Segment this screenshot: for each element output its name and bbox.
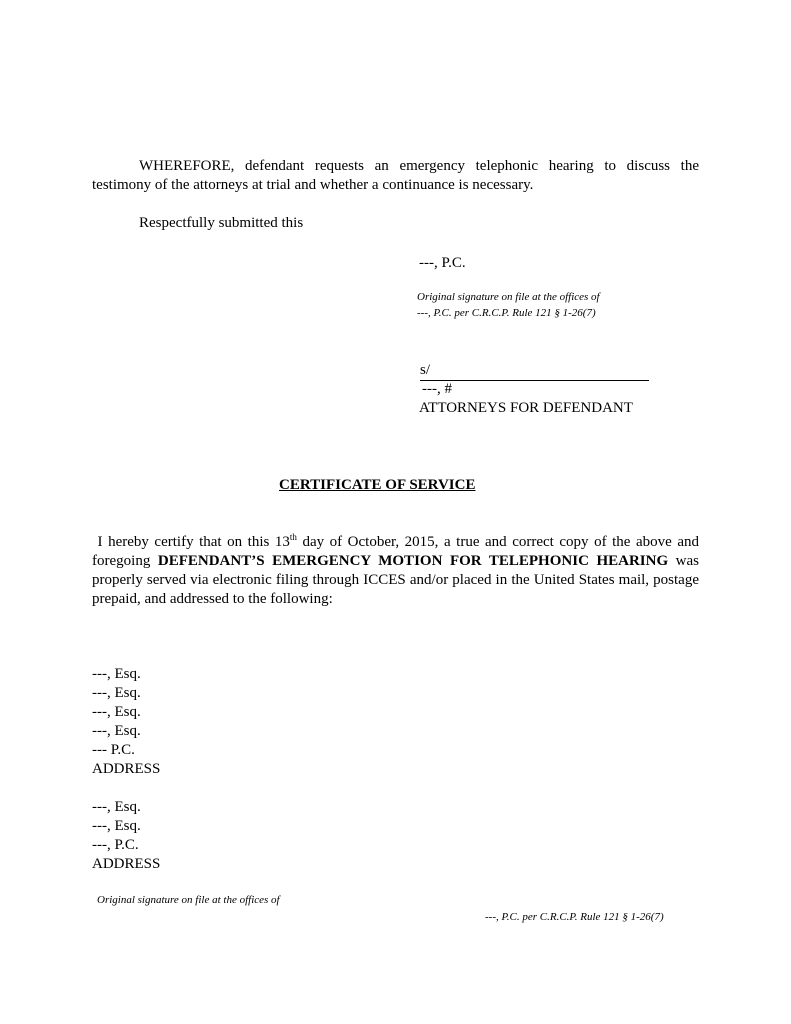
signature-line: [420, 361, 649, 381]
ordinal-suffix: th: [289, 532, 297, 542]
firm-name: ---, P.C.: [419, 255, 466, 271]
wherefore-paragraph: WHEREFORE, defendant requests an emergency telephonic hearing to discuss the testimony of the attorneys at trial and whether a continuance is necessary.: [92, 158, 699, 193]
certificate-text-3: was properly served via electronic filing through ICCES and/or placed in the United States mail, postage prepaid, and addressed to the following:: [92, 553, 699, 607]
recipient: --- P.C.: [92, 742, 135, 758]
certificate-text-1: I hereby certify that on this 13: [97, 534, 290, 550]
signature-note-line1: Original signature on file at the offices of: [417, 291, 600, 303]
recipient: ---, Esq.: [92, 818, 141, 834]
attorneys-for-defendant: ATTORNEYS FOR DEFENDANT: [419, 400, 633, 416]
recipient: ---, Esq.: [92, 723, 141, 739]
signature-note-line2: ---, P.C. per C.R.C.P. Rule 121 § 1-26(7): [417, 307, 596, 319]
recipients-group-1: [92, 665, 160, 779]
certificate-text-2: day of October, 2015, a true and correct copy of the above and foregoing: [92, 534, 699, 569]
attorney-number: ---, #: [422, 381, 452, 397]
certificate-title: CERTIFICATE OF SERVICE: [279, 477, 476, 493]
signature-prefix: s/: [420, 362, 431, 378]
footer-note-line2: ---, P.C. per C.R.C.P. Rule 121 § 1-26(7): [485, 911, 664, 923]
recipient: ---, Esq.: [92, 704, 141, 720]
recipient: ---, P.C.: [92, 837, 139, 853]
signature-field: [420, 361, 649, 381]
recipient: ---, Esq.: [92, 666, 141, 682]
recipient-address: ADDRESS: [92, 856, 161, 872]
recipient: ---, Esq.: [92, 799, 141, 815]
recipient-address: ADDRESS: [92, 761, 161, 777]
certificate-paragraph: [92, 533, 699, 609]
respectfully-submitted: Respectfully submitted this: [139, 215, 304, 231]
footer-note-line1: Original signature on file at the offices of: [97, 894, 280, 906]
recipients-group-2: [92, 798, 160, 874]
motion-title: DEFENDANT’S EMERGENCY MOTION FOR TELEPHONIC HEARING: [157, 553, 669, 569]
recipient: ---, Esq.: [92, 685, 141, 701]
